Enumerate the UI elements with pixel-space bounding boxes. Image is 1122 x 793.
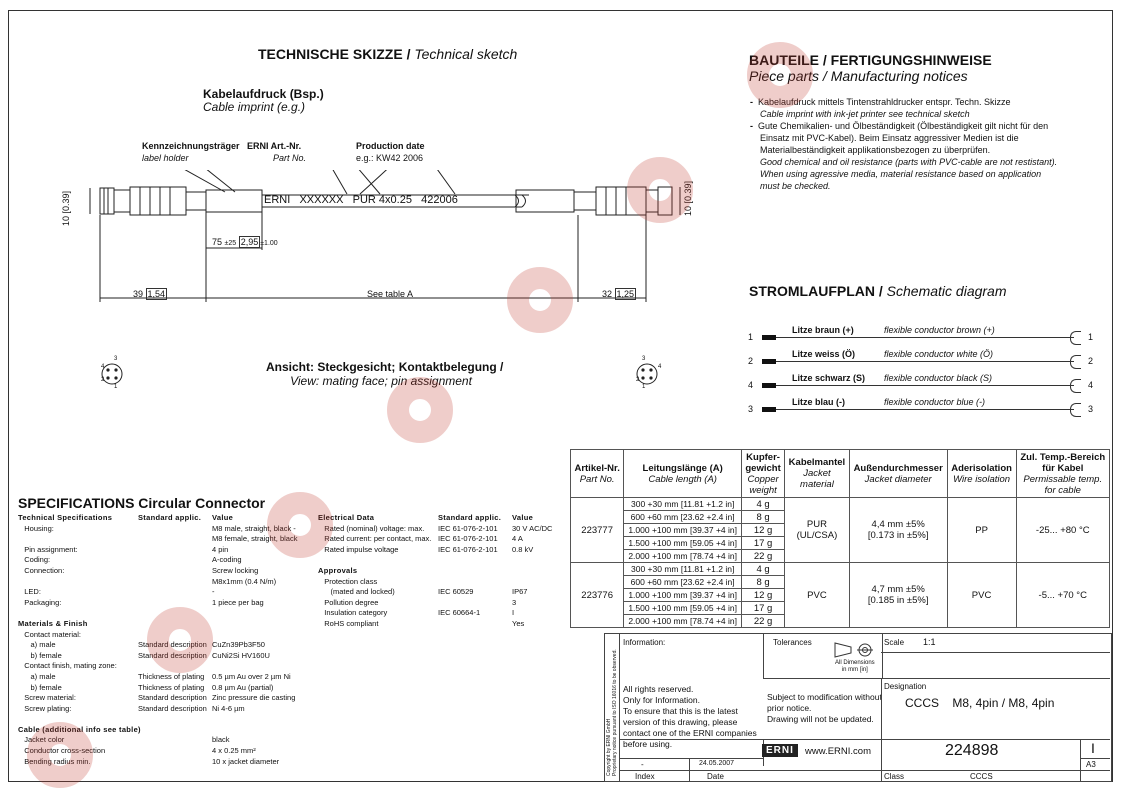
cell-dia: 4,7 mm ±5% [0.185 in ±5%] (849, 563, 947, 628)
cell-length: 2.000 +100 mm [78.74 +4 in] (624, 615, 742, 628)
parts-title: BAUTEILE / FERTIGUNGSHINWEISE Piece parts / Manufacturing notices (749, 52, 992, 84)
spec-cell: Pin assignment: (18, 544, 78, 554)
pin-right: 3 (1088, 404, 1094, 414)
socket-icon (1070, 355, 1081, 369)
schematic-row (748, 394, 1098, 418)
holder-label: Kennzeichnungsträger label holder (142, 141, 240, 163)
spec-cell: 1 piece per bag (212, 597, 264, 607)
spec-cell: Protection class (318, 576, 378, 586)
spec-cell (212, 608, 214, 619)
spec-cell: 0.5 µm Au over 2 µm Ni (212, 671, 291, 681)
wire-en: flexible conductor black (S) (884, 373, 993, 383)
wire-de: Litze schwarz (S) (792, 373, 866, 383)
th-ins: Aderisolation Wire isolation (947, 450, 1016, 498)
title-block (604, 633, 1112, 782)
cell-ins: PP (947, 498, 1016, 563)
spec-cell: 4 pin (212, 544, 229, 554)
cell-temp: -25... +80 °C (1016, 498, 1109, 563)
rights-line: Only for Information. (623, 695, 701, 705)
spec-cell: IEC 61-076-2-101 (438, 523, 498, 533)
spec-cell: IEC 61-076-2-101 (438, 534, 498, 544)
spec-cell: a) male (18, 640, 56, 650)
spec-cell: Rated (nominal) voltage: max. (318, 523, 425, 533)
pin-label: 1 (114, 384, 118, 390)
th-tmp: Zul. Temp.-Bereich für Kabel Permissable temp. for cable (1016, 450, 1109, 498)
scale-value: 1:1 (923, 637, 936, 647)
spec-cell: (mated and locked) (318, 587, 395, 597)
spec-cell: Zinc pressure die casting (212, 693, 296, 703)
spec-cell: - (212, 587, 215, 597)
cable-imprint-text: ERNI XXXXXX PUR 4x0.25 422006 (264, 194, 458, 206)
table-row (571, 563, 1110, 576)
copyright: Copyright by ERNI GmbH Proprietary notice pursuant to ISO 16016 to be observed. (606, 649, 618, 776)
spec-cell: Connection: (18, 565, 65, 575)
dia-right: 10 [0.39] (683, 180, 693, 216)
pin-right: 1 (1088, 332, 1094, 342)
cell-weight: 8 g (742, 511, 785, 524)
spec-cell: Value (212, 513, 234, 522)
pin-left: 3 (748, 404, 754, 414)
projection-symbol (831, 639, 879, 659)
cell-art: 223776 (571, 563, 624, 628)
spec-cell: Pollution degree (318, 597, 379, 607)
dim-table: See table A (367, 289, 414, 299)
index-value: - (641, 760, 644, 769)
artnr-label: ERNI Art.-Nr. Part No. (247, 141, 307, 163)
cell-length: 600 +60 mm [23.62 +2.4 in] (624, 511, 742, 524)
spec-cell: 30 V AC/DC (512, 523, 553, 533)
schematic-row (748, 370, 1098, 394)
rights-line: To ensure that this is the latest (623, 706, 738, 716)
cell-length: 600 +60 mm [23.62 +2.4 in] (624, 576, 742, 589)
th-len: Leitungslänge (A) Cable length (A) (624, 450, 742, 498)
subject-line: prior notice. (767, 703, 812, 713)
designation-label: Designation (884, 682, 927, 691)
revision: I (1091, 740, 1095, 756)
spec-cell: Value (512, 513, 534, 522)
spec-cell: Materials & Finish (18, 618, 88, 628)
cell-length: 1.000 +100 mm [39.37 +4 in] (624, 589, 742, 602)
cell-art: 223777 (571, 498, 624, 563)
cell-length: 1.500 +100 mm [59.05 +4 in] (624, 602, 742, 615)
sheet-size: A3 (1086, 760, 1096, 769)
rights-line: version of this drawing, please (623, 717, 738, 727)
schematic-row (748, 346, 1098, 370)
wire-de: Litze weiss (Ö) (792, 349, 856, 359)
spec-cell: CuZn39Pb3F50 (212, 640, 265, 650)
wire-line (776, 337, 1074, 338)
subject-line: Drawing will not be updated. (767, 714, 874, 724)
spec-cell: Cable (additional info see table) (18, 724, 141, 734)
cell-jacket: PUR (UL/CSA) (785, 498, 850, 563)
sketch-title: TECHNISCHE SKIZZE / Technical sketch (258, 46, 518, 62)
cell-length: 300 +30 mm [11.81 +1.2 in] (624, 498, 742, 511)
schematic-title: STROMLAUFPLAN / Schematic diagram (749, 283, 1007, 299)
dim-39: 39 1,54 (133, 289, 166, 299)
spec-cell: IP67 (512, 587, 528, 597)
spec-cell: 0.8 kV (512, 544, 534, 554)
spec-cell: Housing: (18, 523, 54, 533)
spec-cell: Standard description (138, 650, 207, 660)
th-art: Artikel-Nr. Part No. (571, 450, 624, 498)
spec-cell: M8x1mm (0.4 N/m) (212, 576, 277, 586)
cell-weight: 22 g (742, 550, 785, 563)
pin-label: 2 (636, 377, 640, 383)
parts-notes: - Kabelaufdruck mittels Tintenstrahldrucker entspr. Techn. Skizze Cable imprint with ink-jet printer see technical sketch - Gute Chemikalien- und Ölbeständigkeit (Ölbeständigkeit gilt nicht für den Einsatz mit PVC-Kabel). Beim Einsatz aggressiver Medien ist die Materialbeständigkeit applikationsbezogen zu überprüfen. Good chemical and oil resistance (parts with PVC-cable are not restistant). When using agressive media, material resistance based on application must be checked. (750, 97, 1058, 191)
spec-cell: Technical Specifications (18, 513, 113, 522)
spec-cell: Bending radius min. (18, 756, 91, 766)
cell-weight: 4 g (742, 563, 785, 576)
pin-marker-icon (762, 383, 776, 388)
cell-jacket: PVC (785, 563, 850, 628)
prod-label: Production date e.g.: KW42 2006 (356, 141, 425, 163)
spec-cell: Rated impulse voltage (318, 544, 399, 554)
pin-left: 2 (748, 356, 754, 366)
spec-cell: Screw locking (212, 565, 259, 575)
spec-cell: Rated current: per contact, max. (318, 534, 432, 544)
pin-label: 4 (101, 364, 105, 370)
web-link[interactable]: www.ERNI.com (805, 746, 871, 757)
rights-text (623, 684, 757, 750)
schematic-row (748, 322, 1098, 346)
cell-weight: 17 g (742, 537, 785, 550)
tolerances-label: Tolerances (773, 638, 812, 647)
spec-cell: Thickness of plating (138, 671, 205, 681)
spec-cell: M8 male, straight, black - (212, 523, 296, 533)
pin-left: 4 (748, 380, 754, 390)
parts-table (570, 449, 1110, 628)
cell-length: 300 +30 mm [11.81 +1.2 in] (624, 563, 742, 576)
cell-length: 1.500 +100 mm [59.05 +4 in] (624, 537, 742, 550)
spec-cell: IEC 60529 (438, 587, 474, 597)
spec-cell: 4 A (512, 534, 523, 544)
spec-cell: 10 x jacket diameter (212, 756, 280, 766)
spec-cell: Standard description (138, 693, 207, 703)
rights-line: All rights reserved. (623, 684, 694, 694)
erni-logo: ERNI (762, 744, 798, 757)
pin-label: 4 (658, 364, 662, 370)
spec-cell: Standard applic. (138, 513, 202, 522)
pin-marker-icon (762, 359, 776, 364)
spec-cell: Jacket color (18, 735, 65, 745)
spec-cell: b) female (18, 682, 62, 692)
spec-cell: Thickness of plating (138, 682, 205, 692)
spec-cell: M8 female, straight, black (212, 534, 298, 544)
spec-cell: Standard description (138, 640, 207, 650)
spec-cell: Screw material: (18, 693, 76, 703)
spec-cell: Insulation category (318, 608, 388, 618)
cell-weight: 17 g (742, 602, 785, 615)
rights-line: contact one of the ERNI companies (623, 728, 757, 738)
table-row (571, 498, 1110, 511)
spec-cell: 3 (512, 597, 517, 607)
socket-icon (1070, 403, 1081, 417)
wire-en: flexible conductor blue (-) (884, 397, 986, 407)
index-label: Index (635, 772, 655, 781)
spec-cell: RoHS compliant (318, 618, 379, 628)
spec-cell: b) female (18, 650, 62, 660)
th-cu: Kupfer- gewicht Copper weight (742, 450, 785, 498)
spec-cell (138, 714, 140, 725)
schematic-diagram (748, 322, 1098, 422)
dia-left: 10 [0.39] (61, 190, 71, 226)
cell-ins: PVC (947, 563, 1016, 628)
cell-weight: 12 g (742, 524, 785, 537)
dim-75: 75 ±25 2,95 ±1.00 (212, 237, 278, 247)
spec-cell: 4 x 0.25 mm² (212, 746, 256, 756)
wire-de: Litze blau (-) (792, 397, 845, 407)
spec-cell: Ni 4-6 µm (212, 703, 245, 713)
spec-cell: Conductor cross-section (18, 746, 106, 756)
pin-label: 3 (114, 356, 118, 362)
class-label: Class (884, 772, 905, 781)
pin-label: 3 (642, 356, 646, 362)
pin-label: 1 (642, 384, 646, 390)
subject-text (767, 692, 882, 725)
class-value: CCCS (970, 772, 993, 781)
cell-weight: 22 g (742, 615, 785, 628)
th-od: Außendurchmesser Jacket diameter (849, 450, 947, 498)
socket-icon (1070, 379, 1081, 393)
spec-cell: Contact finish, mating zone: (18, 661, 117, 671)
wire-en: flexible conductor white (Ö) (884, 349, 994, 359)
spec-cell: Packaging: (18, 597, 62, 607)
wire-line (776, 385, 1074, 386)
wire-en: flexible conductor brown (+) (884, 325, 995, 335)
view-label: Ansicht: Steckgesicht; Kontaktbelegung / View: mating face; pin assignment (266, 360, 504, 388)
spec-cell: 0.8 µm Au (partial) (212, 682, 274, 692)
th-jk: Kabelmantel Jacket material (785, 450, 850, 498)
spec-cell: Electrical Data (318, 513, 375, 522)
specs-title: SPECIFICATIONS Circular Connector (18, 495, 266, 511)
cell-weight: 8 g (742, 576, 785, 589)
cell-length: 2.000 +100 mm [78.74 +4 in] (624, 550, 742, 563)
spec-cell: a) male (18, 671, 56, 681)
spec-cell: I (512, 608, 515, 618)
spec-cell: Standard applic. (438, 513, 502, 522)
cell-length: 1.000 +100 mm [39.37 +4 in] (624, 524, 742, 537)
dims-label: All Dimensions in mm [in] (835, 660, 875, 673)
date-value: 24.05.2007 (699, 760, 735, 767)
pin-marker-icon (762, 335, 776, 340)
spec-cell: CuNi2Si HV160U (212, 650, 270, 660)
pin-label: 2 (101, 377, 105, 383)
socket-icon (1070, 331, 1081, 345)
spec-cell: LED: (18, 587, 41, 597)
dim-32: 32 1,25 (602, 289, 635, 299)
spec-cell: IEC 61-076-2-101 (438, 544, 498, 554)
subject-line: Subject to modification without (767, 692, 882, 702)
rights-line: before using. (623, 739, 673, 749)
pin-marker-icon (762, 407, 776, 412)
spec-cell: Standard description (138, 703, 207, 713)
info-label: Information: (623, 638, 666, 647)
spec-cell: Contact material: (18, 629, 81, 639)
drawing-number: 224898 (945, 742, 999, 759)
wire-de: Litze braun (+) (792, 325, 854, 335)
pin-left: 1 (748, 332, 754, 342)
spec-cell: A-coding (212, 555, 242, 565)
spec-cell: Approvals (318, 565, 358, 575)
cell-dia: 4,4 mm ±5% [0.173 in ±5%] (849, 498, 947, 563)
spec-cell: IEC 60664-1 (438, 608, 481, 618)
spec-cell: black (212, 735, 230, 745)
spec-cell: Yes (512, 618, 525, 628)
date-label: Date (707, 772, 724, 781)
pin-right: 4 (1088, 380, 1094, 390)
wire-line (776, 409, 1074, 410)
scale-label: Scale (884, 638, 905, 647)
designation-value: CCCS M8, 4pin / M8, 4pin (905, 696, 1055, 710)
wire-line (776, 361, 1074, 362)
pin-right: 2 (1088, 356, 1094, 366)
cell-temp: -5... +70 °C (1016, 563, 1109, 628)
imprint-label: Kabelaufdruck (Bsp.) Cable imprint (e.g.) (203, 87, 324, 114)
spec-cell: Screw plating: (18, 703, 72, 713)
cell-weight: 12 g (742, 589, 785, 602)
cell-weight: 4 g (742, 498, 785, 511)
spec-cell: Coding: (18, 555, 51, 565)
